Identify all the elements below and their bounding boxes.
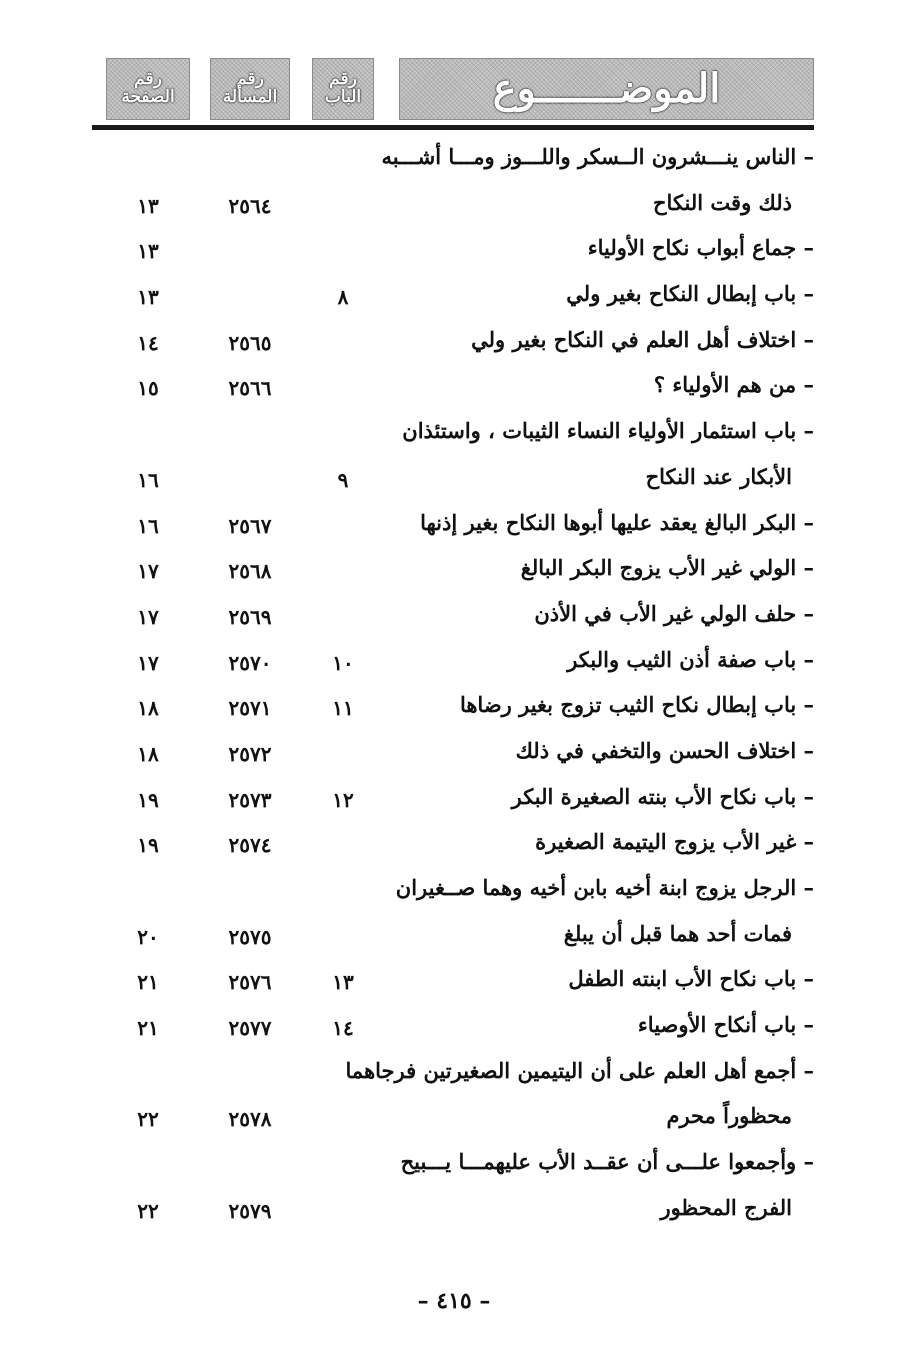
bab-number: ١٣ (332, 970, 354, 995)
header-divider (92, 125, 814, 130)
table-row (92, 780, 814, 826)
table-row (92, 688, 814, 734)
masala-number: ٢٥٧٩ (228, 1198, 272, 1223)
header-bab-line-2: الباب (324, 87, 362, 107)
topic-text: – باب نكاح الأب ابنته الطفل (568, 966, 814, 992)
bab-number: ١٠ (332, 650, 354, 675)
topic-text: – اختلاف أهل العلم في النكاح بغير ولي (471, 326, 814, 352)
topic-text: ذلك وقت النكاح (653, 189, 792, 215)
topic-text: – الرجل يزوج ابنة أخيه بابن أخيه وهما صــغيران (395, 875, 814, 900)
table-row (92, 643, 814, 689)
masala-number: ٢٥٧٥ (228, 924, 272, 949)
bab-number: ٩ (337, 467, 349, 492)
page-number: ٢٢ (137, 1198, 159, 1223)
masala-number: ٢٥٦٤ (228, 193, 272, 218)
table-row (92, 597, 814, 643)
topic-text: – باب صفة أذن الثيب والبكر (567, 646, 814, 672)
table-row (92, 825, 814, 871)
table-row (92, 186, 814, 232)
topic-text: فمات أحد هما قبل أن يبلغ (563, 920, 792, 946)
table-row (92, 277, 814, 323)
topic-text: الفرج المحظور (660, 1194, 792, 1220)
header-bab-number (312, 58, 374, 120)
header-bab-line-1: رقم (329, 69, 357, 90)
header-masala-line-1: رقم (236, 69, 264, 90)
table-row (92, 414, 814, 460)
topic-text: – باب أنكاح الأوصياء (637, 1012, 814, 1038)
table-row (92, 368, 814, 414)
topic-text: – باب استئمار الأولياء النساء الثيبات ، واستئذان (402, 418, 814, 444)
page-number: ١٨ (137, 696, 159, 721)
page-number: ٢٠ (137, 924, 159, 949)
index-table (92, 140, 814, 1237)
table-row (92, 871, 814, 917)
masala-number: ٢٥٦٧ (228, 513, 272, 538)
table-row (92, 323, 814, 369)
masala-number: ٢٥٧٤ (228, 833, 272, 858)
table-row (92, 1145, 814, 1191)
masala-number: ٢٥٦٩ (228, 604, 272, 629)
page-number: ٢١ (137, 1016, 159, 1041)
page-number: ١٧ (137, 604, 159, 629)
masala-number: ٢٥٦٨ (228, 559, 272, 584)
header-page-line-1: رقم (134, 69, 162, 90)
page-number: ١٧ (137, 650, 159, 675)
page-number: ١٥ (137, 376, 159, 401)
bab-number: ٨ (337, 285, 349, 310)
table-row (92, 917, 814, 963)
table-row (92, 551, 814, 597)
table-row (92, 962, 814, 1008)
topic-text: – جماع أبواب نكاح الأولياء (587, 235, 814, 261)
topic-text: – من هم الأولياء ؟ (653, 372, 814, 398)
topic-text: – اختلاف الحسن والتخفي في ذلك (515, 737, 814, 763)
header-page-line-2: الصفحة (121, 87, 175, 107)
table-row (92, 140, 814, 186)
topic-text: – باب إبطال النكاح بغير ولي (566, 281, 814, 307)
topic-text: – الناس ينـــشرون الــسكر واللـــوز ومـــا أشـــبه (381, 144, 814, 169)
page-number: ١٨ (137, 741, 159, 766)
bab-number: ١٤ (332, 1016, 354, 1041)
page-number: ٢١ (137, 970, 159, 995)
masala-number: ٢٥٧١ (228, 696, 272, 721)
header-masala-number (210, 58, 290, 120)
table-row (92, 734, 814, 780)
topic-text: – البكر البالغ يعقد عليها أبوها النكاح بغير إذنها (420, 509, 814, 535)
topic-text: – أجمع أهل العلم على أن اليتيمين الصغيرتين فرجاهما (345, 1057, 814, 1083)
page-number: ١٧ (137, 559, 159, 584)
table-row (92, 460, 814, 506)
page-number: ١٩ (137, 833, 159, 858)
masala-number: ٢٥٧٨ (228, 1107, 272, 1132)
table-row (92, 1008, 814, 1054)
masala-number: ٢٥٦٥ (228, 330, 272, 355)
header-page-number (106, 58, 190, 120)
page-number: ١٣ (137, 239, 159, 264)
topic-text: – باب نكاح الأب بنته الصغيرة البكر (511, 783, 814, 809)
bab-number: ١١ (332, 696, 354, 721)
table-row (92, 506, 814, 552)
page-number: ١٣ (137, 285, 159, 310)
masala-number: ٢٥٧٣ (228, 787, 272, 812)
header-topic-label: الموضـــــــوع (492, 65, 721, 112)
page-number: ١٦ (137, 513, 159, 538)
topic-text: – حلف الولي غير الأب في الأذن (534, 600, 814, 626)
header-topic (399, 58, 814, 120)
masala-number: ٢٥٦٦ (228, 376, 272, 401)
table-row (92, 231, 814, 277)
table-header (92, 58, 814, 130)
topic-text: – وأجمعوا علـــى أن عقــد الأب عليهمـــا يـــبيح (400, 1149, 814, 1175)
masala-number: ٢٥٧٦ (228, 970, 272, 995)
topic-text: محظوراً محرم (666, 1103, 792, 1129)
table-row (92, 1191, 814, 1237)
topic-text: – الولي غير الأب يزوج البكر البالغ (520, 555, 814, 581)
masala-number: ٢٥٧٠ (228, 650, 272, 675)
masala-number: ٢٥٧٢ (228, 741, 272, 766)
topic-text: – باب إبطال نكاح الثيب تزوج بغير رضاها (459, 692, 814, 718)
topic-text: الأبكار عند النكاح (645, 463, 792, 489)
bab-number: ١٢ (332, 787, 354, 812)
page-number: ٢٢ (137, 1107, 159, 1132)
page-number: ١٣ (137, 193, 159, 218)
header-masala-line-2: المسألة (222, 87, 278, 107)
table-row (92, 1099, 814, 1145)
page-number-footer: – ٤١٥ – (417, 1288, 491, 1314)
masala-number: ٢٥٧٧ (228, 1016, 272, 1041)
topic-text: – غير الأب يزوج اليتيمة الصغيرة (535, 829, 814, 855)
page-number: ١٩ (137, 787, 159, 812)
page-number: ١٦ (137, 467, 159, 492)
table-row (92, 1054, 814, 1100)
page-number: ١٤ (137, 330, 159, 355)
